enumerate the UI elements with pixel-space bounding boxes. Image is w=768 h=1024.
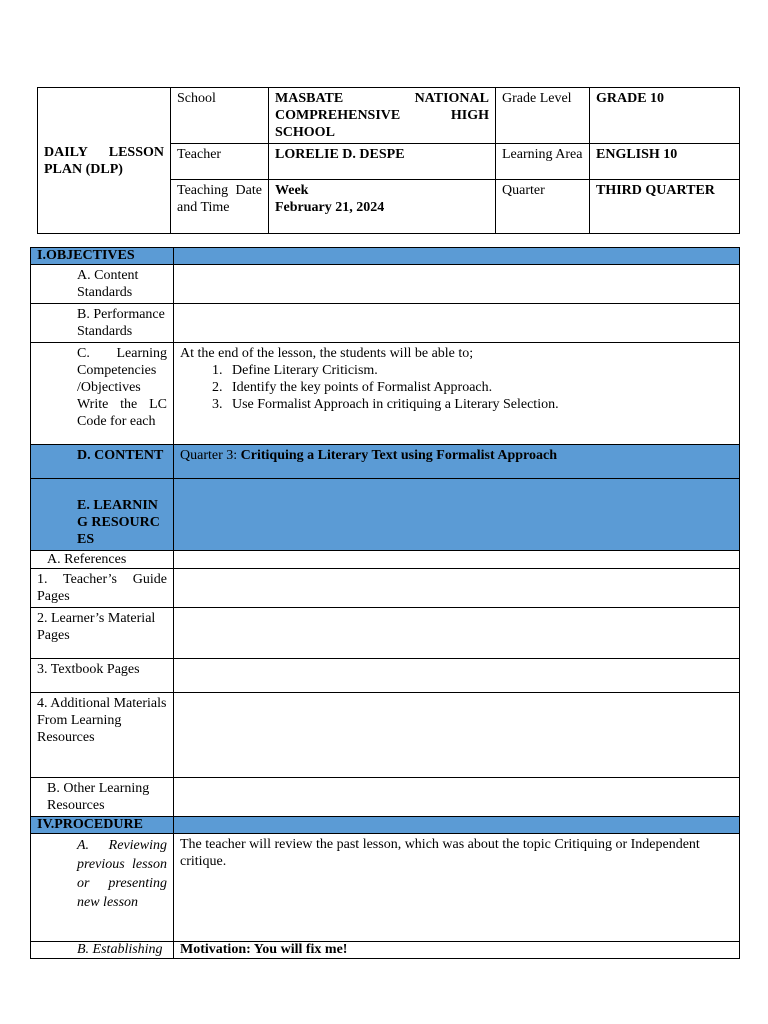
learning-resources-label: E. LEARNING RESOURCES xyxy=(31,479,174,551)
quarter-label: Quarter xyxy=(496,180,590,234)
content-quarter-prefix: Quarter 3: xyxy=(180,448,241,463)
content-topic: Critiquing a Literary Text using Formalist Approach xyxy=(240,448,557,463)
datetime-label: Teaching Date and Time xyxy=(171,180,269,234)
teacher-label: Teacher xyxy=(171,144,269,180)
review-text: The teacher will review the past lesson, which was about the topic Critiquing or Independent critique. xyxy=(174,834,740,942)
area-label: Learning Area xyxy=(496,144,590,180)
school-label: School xyxy=(171,88,269,144)
area-value: ENGLISH 10 xyxy=(590,144,740,180)
quarter-value: THIRD QUARTER xyxy=(590,180,740,234)
objective-item: 2. Identify the key points of Formalist Approach. xyxy=(226,379,733,396)
content-standards-label: A. Content Standards xyxy=(31,265,174,304)
school-value: MASBATE NATIONAL COMPREHENSIVE HIGH SCHOOL xyxy=(269,88,496,144)
motivation-text: Motivation: You will fix me! xyxy=(174,942,740,959)
objective-item: 3. Use Formalist Approach in critiquing a Literary Selection. xyxy=(226,396,733,413)
lesson-table xyxy=(30,247,740,959)
grade-value: GRADE 10 xyxy=(590,88,740,144)
week-date-cell xyxy=(269,180,496,234)
grade-label: Grade Level xyxy=(496,88,590,144)
learners-material-label: 2. Learner’s Material Pages xyxy=(31,608,174,659)
objectives-cell xyxy=(174,343,740,445)
teachers-guide-label: 1. Teacher’s Guide Pages xyxy=(31,569,174,608)
textbook-label: 3. Textbook Pages xyxy=(31,659,174,693)
establishing-label: B. Establishing xyxy=(31,942,174,959)
content-cell xyxy=(174,445,740,479)
references-label: A. References xyxy=(31,551,174,569)
week-label: Week xyxy=(275,183,309,198)
content-label: D. CONTENT xyxy=(31,445,174,479)
additional-materials-label: 4. Additional Materials From Learning Resources xyxy=(31,693,174,778)
header-table xyxy=(37,87,740,234)
competencies-label: C. Learning Competencies /Objectives Write the LC Code for each xyxy=(31,343,174,445)
objectives-list xyxy=(180,362,733,413)
teacher-value: LORELIE D. DESPE xyxy=(269,144,496,180)
reviewing-label: A. Reviewing previous lesson or presenting new lesson xyxy=(31,834,174,942)
procedure-heading: IV.PROCEDURE xyxy=(31,817,174,834)
plan-title: DAILY LESSON PLAN (DLP) xyxy=(38,88,171,234)
objectives-heading: I.OBJECTIVES xyxy=(31,248,174,265)
date-value: February 21, 2024 xyxy=(275,200,385,215)
objective-item: 1. Define Literary Criticism. xyxy=(226,362,733,379)
objectives-intro: At the end of the lesson, the students will be able to; xyxy=(180,346,474,361)
performance-standards-label: B. Performance Standards xyxy=(31,304,174,343)
other-resources-label: B. Other Learning Resources xyxy=(31,778,174,817)
